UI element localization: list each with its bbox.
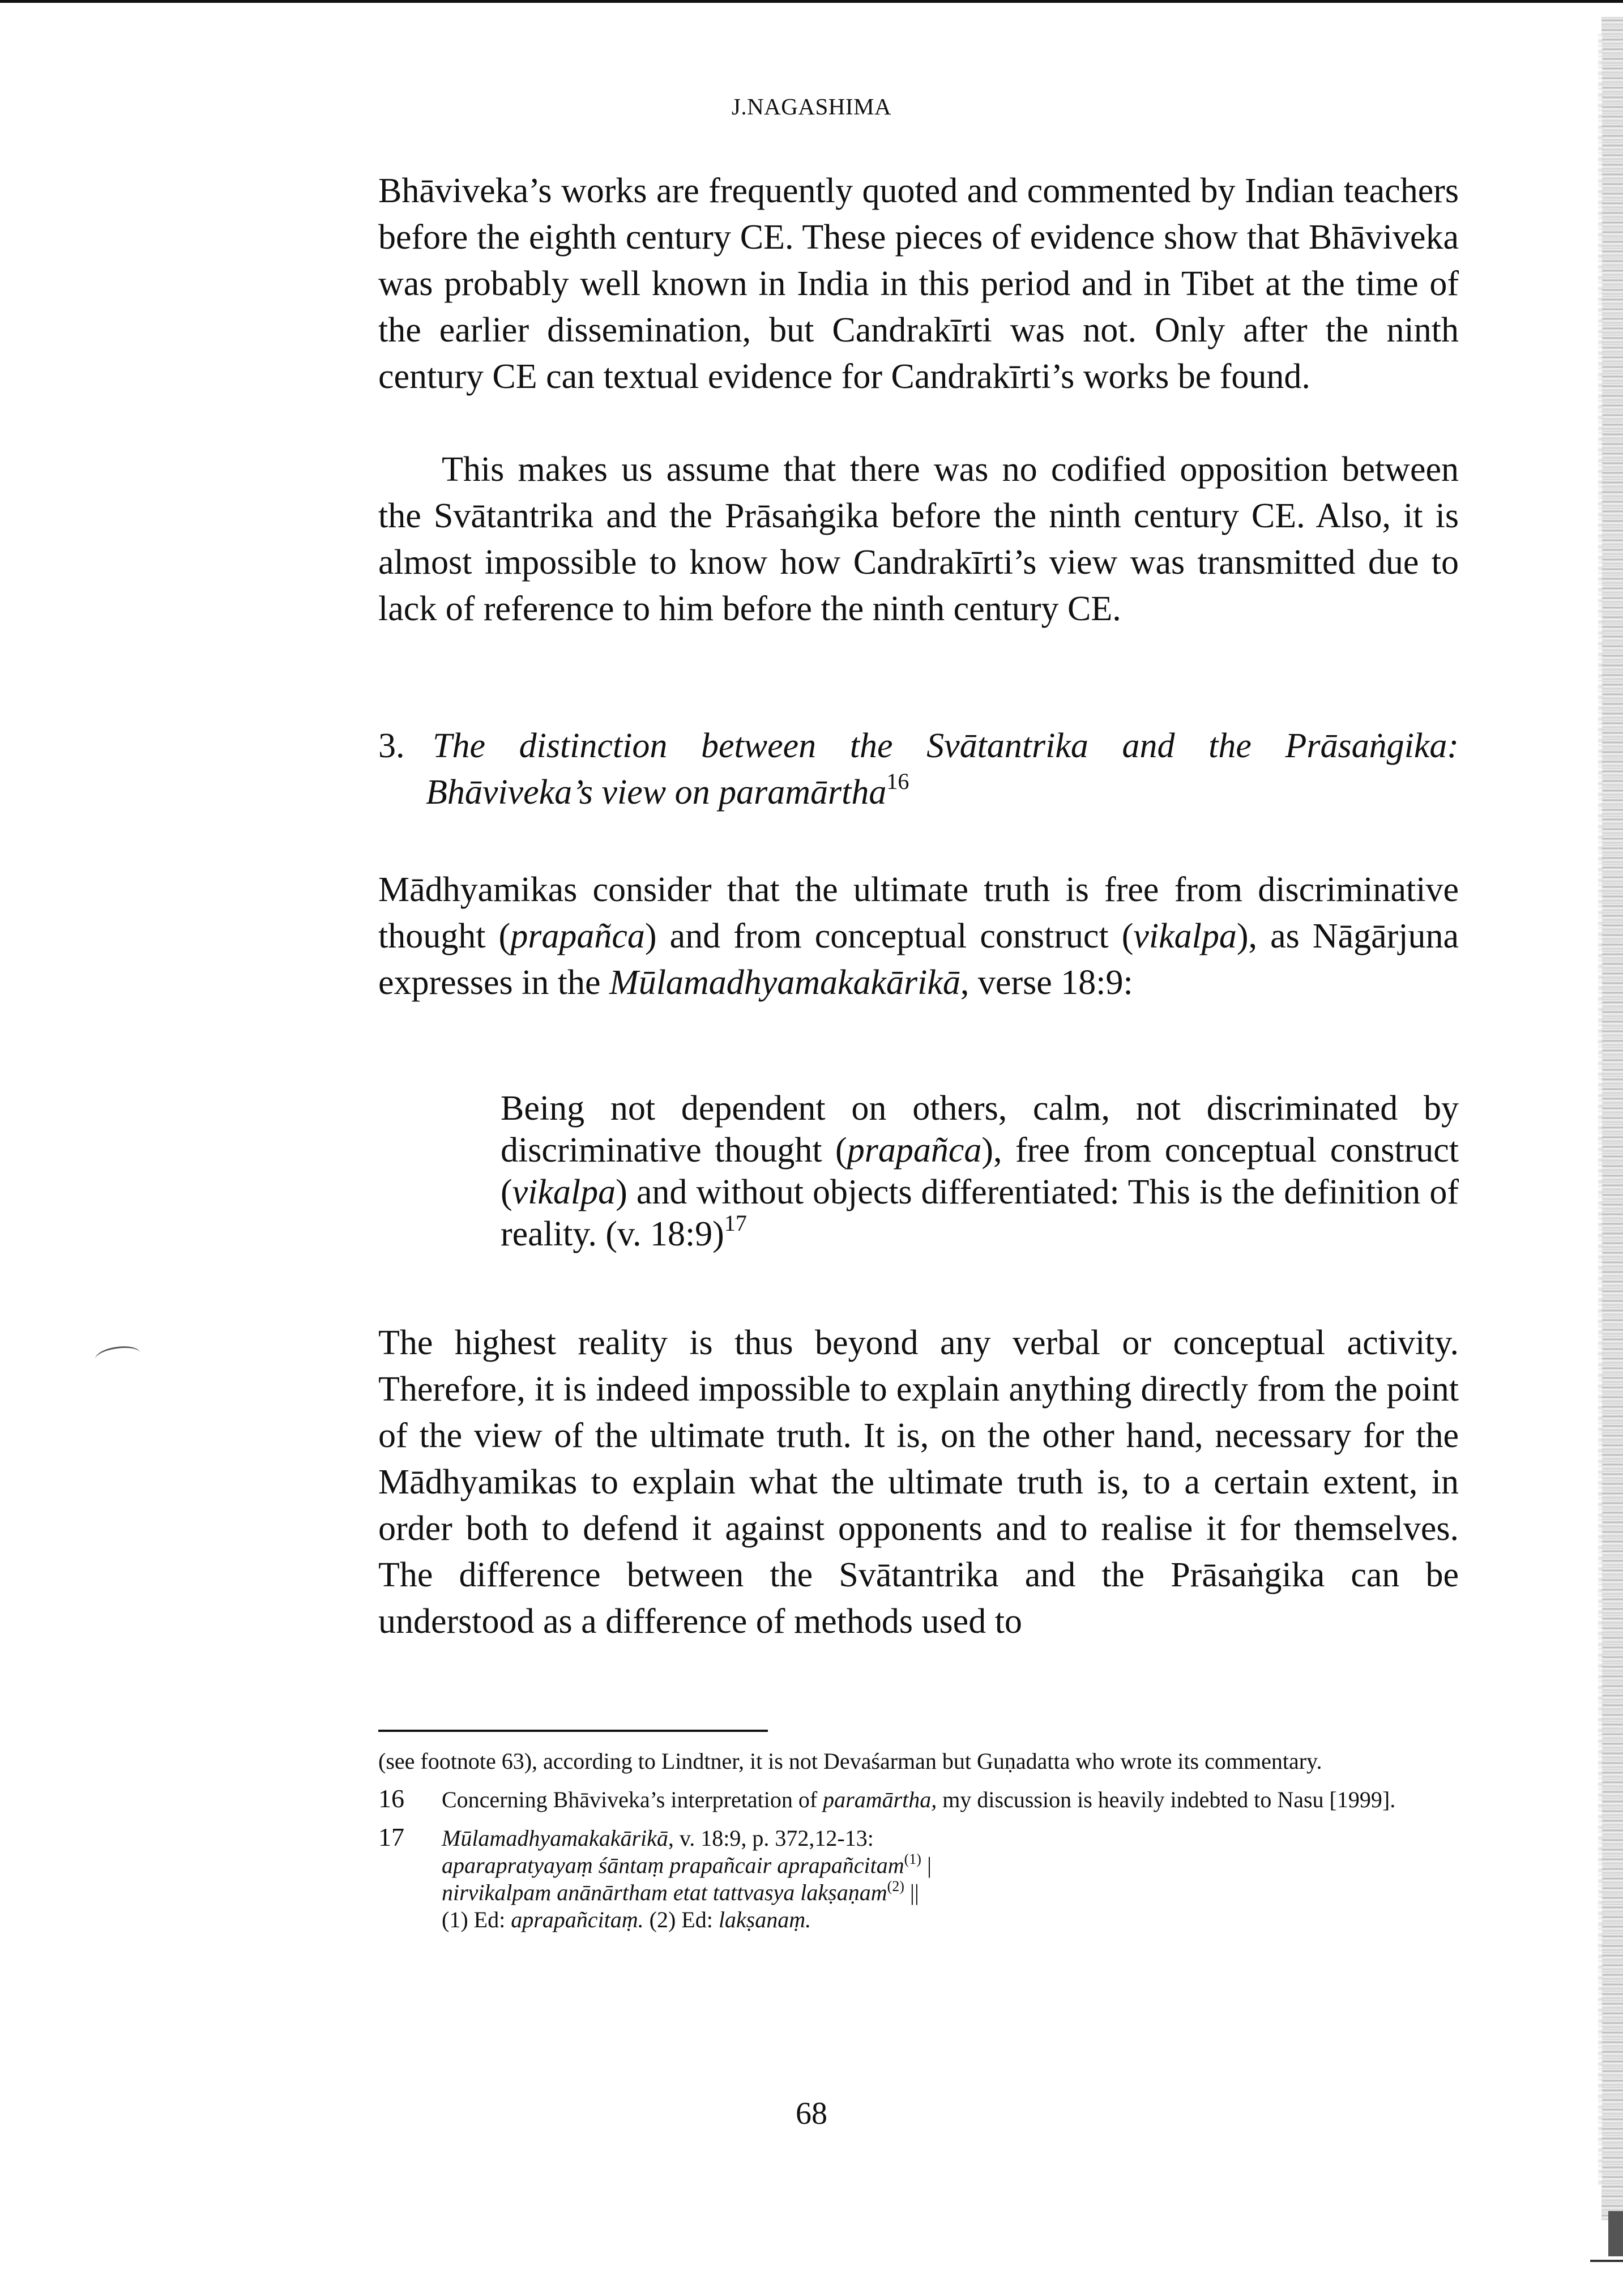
paragraph-3-text-b: ) and from conceptual construct ( [644, 917, 1134, 955]
footnote-ref-17: 17 [724, 1210, 747, 1236]
term-vikalpa: vikalpa [1133, 917, 1237, 955]
verse-line-1-end: | [921, 1853, 932, 1878]
verse-line-2-note: (2) [887, 1878, 904, 1894]
scan-corner-line [1590, 2260, 1623, 2262]
verse-line-1-text: aparapratyayaṃ śāntaṃ prapañcair aprapañcitam [442, 1853, 904, 1878]
footnote-16-number: 16 [378, 1784, 404, 1813]
paragraph-1: Bhāviveka’s works are frequently quoted and commented by Indian teachers before the eighth century CE. These pieces of evidence show that Bhāviveka was probably well known in India in this period and in Tibet at the time of the earlier dissemination, but Candrakīrti was not. Only after the ninth century CE can textual evidence for Candrakīrti’s works be found. [378, 172, 1459, 396]
footnote-17-editions [442, 1906, 1459, 1934]
footnote-17-verse-line-2 [442, 1879, 1459, 1906]
footnote-16-text-b: my discussion is heavily indebted to Nasu [1999]. [937, 1787, 1396, 1812]
footnote-17-ref: , v. 18:9, p. 372,12-13: [668, 1825, 874, 1851]
work-title: Mūlamadhyamakakārikā [609, 963, 960, 1002]
scan-shadow-edge [1601, 17, 1623, 2220]
footnote-continuation: (see footnote 63), according to Lindtner, it is not Devaśarman but Guṇadatta who wrote its commentary. [378, 1748, 1322, 1774]
paragraph-2: This makes us assume that there was no codified opposition between the Svātantrika and the Prāsaṅgika before the ninth century CE. Also, it is almost impossible to know how Candrakīrti’s view was transmitted due to lack of reference to him before the ninth century CE. [378, 450, 1459, 628]
section-title-line-1: The distinction between the Svātantrika and the Prāsaṅgika: [433, 727, 1459, 765]
top-scan-border [0, 0, 1623, 3]
section-heading-line-2 [378, 769, 1459, 816]
footnote-17-source [378, 1824, 1459, 1852]
scan-shadow-edge-inner [1598, 34, 1603, 2186]
verse-line-2-text: nirvikalpam anānārtham etat tattvasya lakṣaṇam [442, 1880, 887, 1905]
footnote-ref-16: 16 [886, 769, 909, 794]
block-quote [501, 1087, 1459, 1255]
section-heading [378, 723, 1459, 816]
footnote-17 [378, 1824, 1459, 1934]
footnote-16-text-a: Concerning Bhāviveka’s interpretation of [442, 1787, 823, 1812]
paragraph-3 [378, 867, 1459, 1006]
scan-corner-mark [1608, 2211, 1623, 2256]
paragraph-3-text-c: ), as Nāgārjuna expresses in the [378, 917, 1459, 1002]
term-prapanca: prapañca [510, 917, 645, 955]
quote-text-a: Being not dependent on others, calm, not discriminated by discriminative thought ( [501, 1089, 1459, 1170]
footnote-17-verse [378, 1852, 1459, 1934]
section-title-line-2: Bhāviveka’s view on paramārtha [426, 773, 887, 812]
paragraph-4: The highest reality is thus beyond any verbal or conceptual activity. Therefore, it is indeed impossible to explain anything directly from the point of the view of the ultimate truth. It is, on the other hand, necessary for the Mādhyamikas to explain what the ultimate truth is, to a certain extent, in order both to defend it against opponents and to realise it for themselves. The difference between the Svātantrika and the Prāsaṅgika can be understood as a difference of methods used to [378, 1324, 1459, 1641]
edition-1-value: aprapañcitaṃ. [511, 1907, 644, 1932]
footnote-17-work: Mūlamadhyamakakārikā [442, 1825, 668, 1851]
footnote-16 [378, 1785, 1459, 1813]
quote-term-prapanca: prapañca [847, 1131, 982, 1170]
stray-pen-mark [94, 1344, 142, 1369]
edition-1-label: (1) Ed: [442, 1907, 511, 1932]
footnotes [378, 1748, 1459, 1934]
quote-text-c: ) and without objects differentiated: This is the definition of reality. (v. 18:9) [501, 1173, 1459, 1253]
page-number: 68 [796, 2096, 827, 2131]
footnote-16-term: paramārtha, [823, 1787, 937, 1812]
edition-2-label: (2) Ed: [643, 1907, 719, 1932]
verse-line-1-note: (1) [904, 1851, 921, 1867]
edition-2-value: lakṣanaṃ. [718, 1907, 812, 1932]
footnote-17-verse-line-1 [442, 1852, 1459, 1879]
verse-line-2-end: || [904, 1880, 919, 1905]
running-head: J.NAGASHIMA [731, 93, 892, 120]
section-number: 3. [378, 727, 405, 765]
quote-text-b: ), free from conceptual construct ( [501, 1131, 1459, 1211]
footnote-17-number: 17 [378, 1823, 404, 1851]
paragraph-3-text-d: , verse 18:9: [960, 963, 1133, 1002]
paragraph-3-text-a: Mādhyamikas consider that the ultimate truth is free from discriminative thought ( [378, 870, 1459, 955]
section-heading-line-1 [378, 723, 1459, 769]
footnote-separator [378, 1730, 768, 1732]
quote-term-vikalpa: vikalpa [512, 1173, 616, 1211]
